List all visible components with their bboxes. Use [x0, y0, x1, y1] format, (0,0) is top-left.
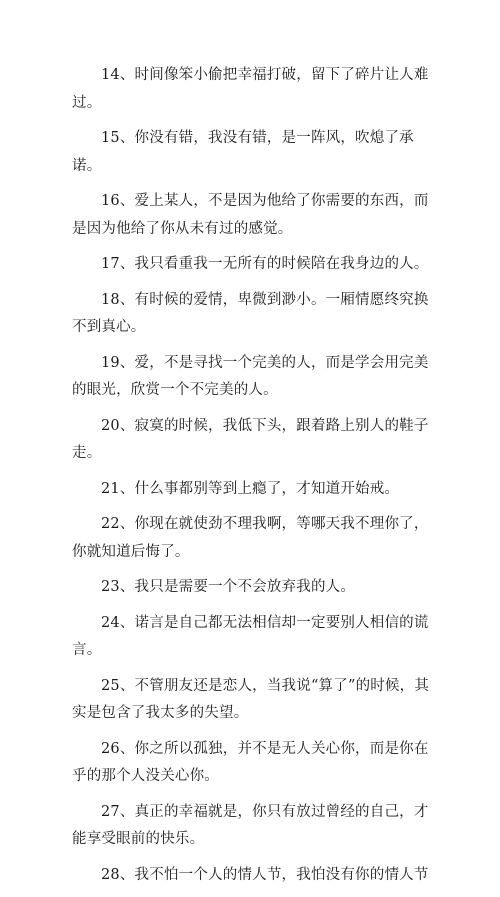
quote-entry-26: 26、你之所以孤独，并不是无人关心你，而是你在乎的那个人没关心你。 — [72, 740, 429, 784]
quote-entry-24: 24、诺言是自己都无法相信却一定要别人相信的谎言。 — [72, 614, 429, 658]
quote-entry-22: 22、你现在就使劲不理我啊，等哪天我不理你了，你就知道后悔了。 — [72, 516, 429, 560]
quote-entry-21: 21、什么事都别等到上瘾了，才知道开始戒。 — [101, 480, 400, 497]
quote-entry-16: 16、爱上某人，不是因为他给了你需要的东西，而是因为他给了你从未有过的感觉。 — [72, 193, 429, 237]
quote-entry-17: 17、我只看重我一无所有的时候陪在我身边的人。 — [101, 256, 429, 272]
quote-entry-19: 19、爱，不是寻找一个完美的人，而是学会用完美的眼光，欣赏一个不完美的人。 — [72, 354, 429, 398]
quote-entry-25: 25、不管朋友还是恋人，当我说“算了”的时候，其实是包含了我太多的失望。 — [72, 677, 430, 721]
quote-entry-28: 28、我不怕一个人的情人节，我怕没有你的情人节 — [101, 866, 429, 883]
quote-entry-15: 15、你没有错，我没有错，是一阵风，吹熄了承诺。 — [72, 130, 414, 174]
quote-entry-18: 18、有时候的爱情，卑微到渺小。一厢情愿终究换不到真心。 — [72, 291, 429, 335]
quote-entry-23: 23、我只是需要一个不会放弃我的人。 — [101, 579, 356, 595]
quote-entry-20: 20、寂寞的时候，我低下头，跟着路上别人的鞋子走。 — [72, 417, 429, 461]
quote-entry-14: 14、时间像笨小偷把幸福打破，留下了碎片让人难过。 — [72, 67, 429, 111]
quote-list — [72, 62, 432, 897]
quote-entry-27: 27、真正的幸福就是，你只有放过曾经的自己，才能享受眼前的快乐。 — [72, 803, 429, 847]
